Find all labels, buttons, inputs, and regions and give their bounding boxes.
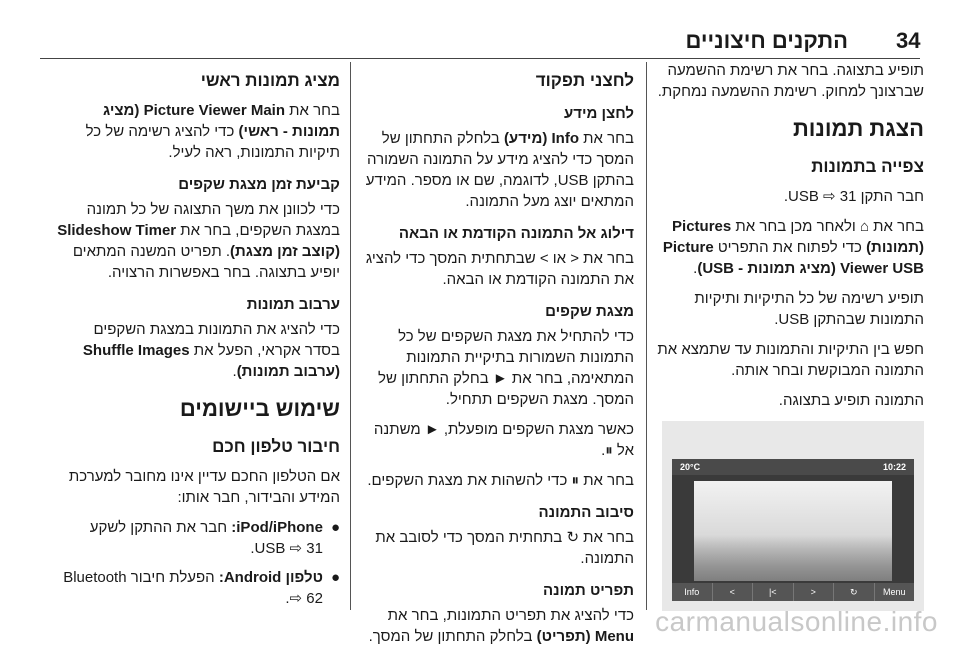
slideshow-timer-text: כדי לכוונן את משך התצוגה של כל תמונה במצגת השקפים, בחר את Slideshow Timer (קוצב זמן מצגת). תפריט המשנה המתאים יופיע בתצוגה. בחר באפשרות הרצויה. [57, 201, 340, 281]
infotainment-screen [672, 459, 914, 601]
section-title-apps: שימוש ביישומים [179, 396, 340, 421]
page-title: התקנים חיצוניים [685, 28, 848, 53]
previous-button[interactable]: < [712, 583, 753, 601]
displayed-photo [694, 481, 892, 581]
main-viewer-text: בחר את Picture Viewer Main (מציג תמונות - ראשי) כדי להציג רשימה של כל תיקיות התמונות, ראה לעיל. [85, 102, 340, 161]
slideshow-timer-heading: קביעת זמן מצגת שקפים [178, 176, 340, 193]
rotate-heading: סיבוב התמונה [538, 504, 634, 521]
middle-column [358, 60, 634, 656]
header-divider [40, 58, 920, 59]
folder-list-text: תופיע רשימה של כל התיקיות ותיקיות התמונות שבהתקן USB. [694, 290, 924, 328]
info-button-heading: לחצן מידע [563, 105, 634, 122]
skip-heading: דילוג אל התמונה הקודמת או הבאה [398, 225, 634, 242]
slideshow-pause-text: בחר את ⏸ כדי להשהות את מצגת השקפים. [367, 472, 634, 489]
picture-viewer-usb-label: Picture Viewer USB (מציג תמונות - USB) [662, 239, 924, 277]
bullet-iphone: ● iPod/iPhone: חבר את ההתקן לשקע USB ⇨ 31. [89, 519, 340, 557]
column-divider-left [350, 62, 351, 610]
slideshow-running-text: כאשר מצגת השקפים מופעלת, ► משתנה אל ⏸. [373, 421, 634, 459]
function-buttons-title: לחצני תפקוד [535, 71, 634, 90]
page-header [0, 0, 960, 56]
home-icon: ⌂ [859, 218, 870, 235]
slideshow-heading: מצגת שקפים [545, 303, 634, 320]
temperature-readout: 20°C [680, 462, 701, 472]
connect-usb-text: חבר התקן USB ⇨ 31. [783, 188, 924, 205]
bullet-dot-icon: ● [330, 519, 340, 536]
section-title-pictures: הצגת תמונות [792, 116, 924, 141]
playlist-delete-text: תופיע בתצוגה. בחר את רשימת ההשמעה שברצונך למחוק. רשימת ההשמעה נמחקת. [657, 62, 924, 100]
clock-readout: 10:22 [882, 462, 906, 472]
shuffle-text: כדי להציג את התמונות במצגת השקפים בסדר אקראי, הפעל את Shuffle Images (ערבוב תמונות). [82, 321, 340, 380]
smartphone-connect-title: חיבור טלפון חכם [212, 437, 340, 456]
display-text: התמונה תופיע בתצוגה. [778, 392, 924, 409]
column-divider-right [646, 62, 647, 610]
next-button[interactable]: > [793, 583, 834, 601]
open-viewer-text: בחר את ⌂ ולאחר מכן בחר את Pictures (תמונות) כדי לפתוח את התפריט Picture Viewer USB (מציג תמונות - USB). [662, 218, 924, 277]
rotate-button[interactable]: ↻ [833, 583, 874, 601]
right-column [654, 60, 924, 611]
info-button-text: בחר את Info (מידע) בלחלק התחתון של המסך כדי להציג מידע על התמונה השמורה בהתקן USB, לדוגמה, שם או מספר. המידע המתאים יוצג מעל התמונה. [365, 130, 634, 210]
watermark: carmanualsonline.info [655, 606, 938, 637]
menu-button[interactable]: Menu [874, 583, 915, 601]
slideshow-start-text: כדי להתחיל את מצגת השקפים של כל התמונות השמורות בתיקיית התמונות המתאימה, בחר את ► בחלק התחתון של המסך. מצגת השקפים תתחיל. [378, 328, 634, 408]
screen-status-bar [672, 459, 914, 475]
shuffle-heading: ערבוב תמונות [246, 296, 340, 313]
main-viewer-title: מציג תמונות ראשי [200, 71, 340, 90]
screen-button-bar [672, 583, 914, 601]
bullet-dot-icon: ● [330, 569, 340, 586]
slideshow-button[interactable]: |< [752, 583, 793, 601]
picture-menu-heading: תפריט תמונה [543, 582, 634, 599]
subsection-title-view: צפייה בתמונות [811, 157, 924, 176]
info-button[interactable]: Info [684, 587, 700, 597]
left-column [56, 60, 340, 617]
pictures-menu-item: Pictures [672, 218, 732, 235]
picture-menu-text: כדי להציג את תפריט התמונות, בחר את Menu (תפריט) בלחלק התחתון של המסך. [368, 607, 634, 645]
rotate-text: בחר את ↻ בתחתית המסך כדי לסובב את התמונה. [375, 529, 634, 567]
picture-viewer-screenshot [662, 421, 924, 611]
browse-text: חפש בין התיקיות והתמונות עד שתמצא את התמונה המבוקשת ובחר אותה. [657, 341, 924, 379]
page-number: 34 [896, 28, 921, 53]
bullet-android: ● טלפון Android: הפעלת חיבור Bluetooth ⇨ 62. [63, 569, 340, 607]
smartphone-connect-text: אם הטלפון החכם עדיין אינו מחובר למערכת המידע והבידור, חבר אותו: [68, 468, 340, 506]
skip-text: בחר את < או > שבתחתית המסך כדי להציג את התמונה הקודמת או הבאה. [365, 250, 634, 288]
